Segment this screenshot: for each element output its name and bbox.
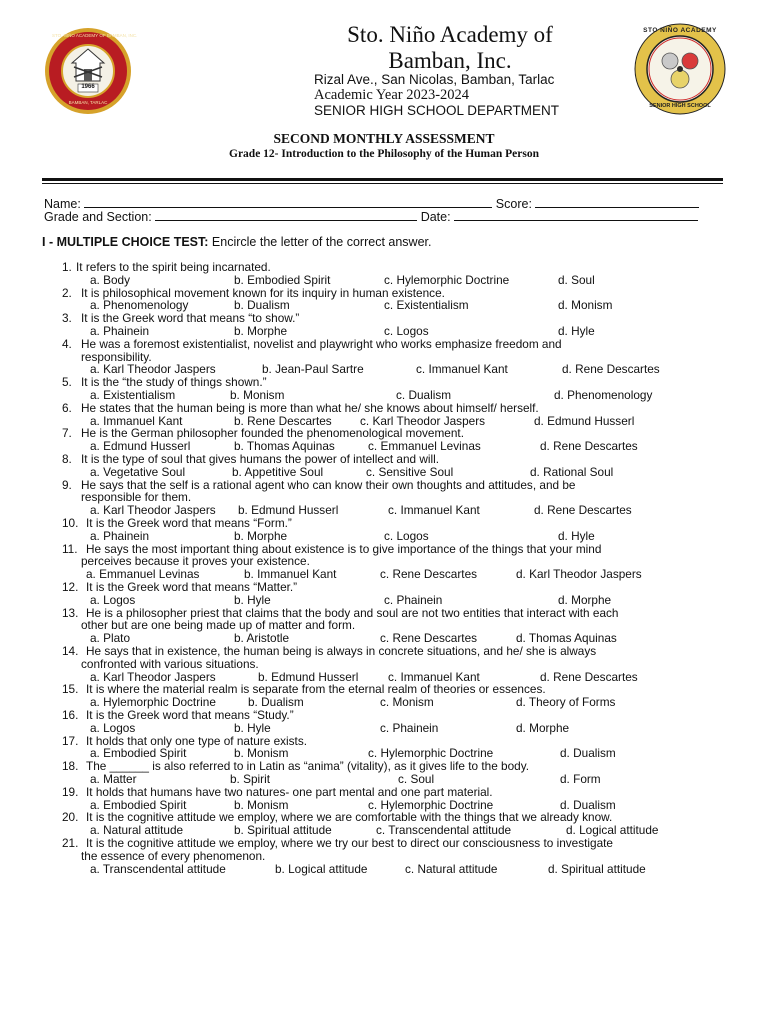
answer-option[interactable]: d. Logical attitude (566, 823, 659, 838)
answer-option[interactable]: b. Hyle (234, 720, 271, 735)
date-field[interactable] (454, 209, 698, 221)
answer-option[interactable]: d. Hyle (558, 528, 595, 543)
answer-option[interactable]: b. Immanuel Kant (244, 567, 337, 582)
grade-section-label: Grade and Section: (44, 210, 152, 224)
answer-option[interactable]: c. Hylemorphic Doctrine (368, 797, 494, 812)
answer-option[interactable]: b. Monism (230, 388, 285, 402)
question-text: 19. It holds that humans have two natures- one part mental and one part material. (62, 784, 493, 799)
question-number: 18. (62, 759, 79, 774)
answer-option[interactable]: a. Body (90, 272, 131, 287)
answer-option[interactable]: d. Dualism (560, 746, 616, 761)
question-text: 8. It is the type of soul that gives humans the power of intellect and will. (62, 452, 440, 466)
answer-option[interactable]: b. Rene Descartes (234, 413, 332, 428)
question-number: 9. (62, 477, 72, 492)
question-text: 7. He is the German philosopher founded the phenomenological movement. (62, 426, 464, 441)
answer-option[interactable]: a. Embodied Spirit (90, 746, 187, 761)
answer-option[interactable]: b. Morphe (234, 324, 288, 338)
answer-option[interactable]: a. Immanuel Kant (90, 413, 183, 428)
question-number: 20. (62, 810, 79, 825)
instructions-text: Encircle the letter of the correct answer. (211, 235, 432, 249)
answer-option[interactable]: c. Hylemorphic Doctrine (368, 746, 494, 761)
answer-option[interactable]: c. Immanuel Kant (416, 362, 508, 377)
question-number: 19. (62, 784, 79, 799)
answer-option[interactable]: c. Hylemorphic Doctrine (384, 272, 510, 287)
answer-option[interactable]: a. Emmanuel Levinas (86, 567, 200, 582)
divider-thick (42, 178, 723, 181)
answer-option[interactable]: c. Immanuel Kant (388, 669, 480, 684)
right-seal-bottom: SENIOR HIGH SCHOOL (649, 103, 711, 109)
question-text: 1. It refers to the spirit being incarnated. (62, 260, 271, 274)
answer-option[interactable]: d. Rene Descartes (562, 362, 660, 377)
score-label: Score: (495, 197, 532, 211)
answer-option[interactable]: c. Emmanuel Levinas (368, 439, 481, 454)
name-label: Name: (44, 197, 81, 211)
answer-option[interactable]: c. Rene Descartes (380, 567, 478, 582)
date-label: Date: (420, 210, 451, 224)
school-name-line1: Sto. Niño Academy of (347, 22, 553, 47)
question-number: 8. (62, 452, 72, 466)
question-number: 2. (62, 285, 72, 300)
answer-option[interactable]: b. Embodied Spirit (234, 272, 331, 287)
answer-option[interactable]: d. Karl Theodor Jaspers (516, 567, 642, 582)
answer-option[interactable]: a. Vegetative Soul (90, 464, 186, 479)
answer-option[interactable]: c. Immanuel Kant (388, 503, 480, 518)
school-seal-icon (44, 27, 138, 115)
question-text: 20. It is the cognitive attitude we employ, where we are comfortable with the things that we already know. (62, 810, 613, 825)
question-text: 12. It is the Greek word that means “Matter.” (62, 580, 298, 594)
answer-option[interactable]: b. Logical attitude (275, 861, 368, 876)
divider-thin (42, 183, 723, 184)
question-number: 13. (62, 605, 79, 620)
question-text: 16. It is the Greek word that means “Study.” (62, 708, 294, 722)
answer-option[interactable]: a. Karl Theodor Jaspers (90, 362, 216, 377)
score-field[interactable] (535, 196, 699, 208)
answer-option[interactable]: c. Soul (398, 772, 435, 786)
left-seal-bottom: BAMBAN, TARLAC (68, 100, 108, 105)
question-number: 10. (62, 516, 79, 530)
question-number: 12. (62, 580, 79, 594)
answer-option[interactable]: c. Transcendental attitude (376, 823, 512, 838)
answer-option[interactable]: a. Karl Theodor Jaspers (90, 503, 216, 518)
answer-option[interactable]: d. Morphe (558, 592, 612, 607)
answer-option[interactable]: b. Monism (234, 746, 289, 761)
answer-option[interactable]: a. Karl Theodor Jaspers (90, 669, 216, 684)
answer-option[interactable]: b. Dualism (248, 695, 304, 710)
question-number: 6. (62, 400, 72, 415)
answer-option[interactable]: b. Edmund Husserl (238, 503, 339, 518)
answer-option[interactable]: a. Plato (90, 631, 131, 646)
answer-option[interactable]: d. Form (560, 772, 601, 786)
answer-option[interactable]: a. Embodied Spirit (90, 797, 187, 812)
answer-option[interactable]: c. Monism (380, 695, 434, 710)
answer-option[interactable]: b. Appetitive Soul (232, 464, 324, 479)
question-text: 3. It is the Greek word that means “to show.” (62, 311, 300, 326)
question-text: responsible for them. (81, 490, 192, 505)
question-text: 10. It is the Greek word that means “Form.” (62, 516, 292, 530)
left-seal-year: 1966 (81, 84, 95, 90)
answer-option[interactable]: a. Phainein (90, 324, 150, 338)
answer-option[interactable]: c. Phainein (384, 592, 443, 607)
answer-option[interactable]: b. Spiritual attitude (234, 823, 332, 838)
answer-option[interactable]: a. Matter (90, 772, 137, 786)
answer-option[interactable]: d. Rene Descartes (540, 439, 638, 454)
question-text: the essence of every phenomenon. (81, 848, 266, 863)
left-seal-text: STO. NIÑO ACADEMY OF BAMBAN, INC. (52, 33, 138, 38)
answer-option[interactable]: c. Dualism (396, 388, 452, 402)
answer-option[interactable]: a. Logos (90, 720, 136, 735)
answer-option[interactable]: c. Logos (384, 324, 429, 338)
assessment-subtitle: Grade 12- Introduction to the Philosophy of the Human Person (229, 148, 539, 160)
question-text: 13. He is a philosopher priest that claims that the body and soul are not two entities that interact with each (62, 605, 619, 620)
answer-option[interactable]: c. Existentialism (384, 298, 469, 313)
answer-option[interactable]: c. Natural attitude (405, 861, 498, 876)
grade-row (44, 209, 698, 224)
question-text: confronted with various situations. (81, 656, 259, 671)
question-text: perceives because it proves your existence. (81, 554, 310, 569)
answer-option[interactable]: b. Morphe (234, 528, 288, 543)
answer-option[interactable]: d. Morphe (516, 720, 570, 735)
answer-option[interactable]: d. Soul (558, 272, 595, 287)
answer-option[interactable]: a. Transcendental attitude (90, 861, 226, 876)
question-number: 7. (62, 426, 72, 441)
question-number: 11. (62, 541, 78, 556)
question-text: 5. It is the “the study of things shown.” (62, 375, 267, 390)
question-number: 5. (62, 375, 72, 390)
question-number: 1. (62, 260, 72, 274)
answer-option[interactable]: d. Phenomenology (554, 388, 653, 402)
right-seal-text: STO NIÑO ACADEMY (643, 27, 717, 34)
answer-option[interactable]: a. Phenomenology (90, 298, 189, 313)
question-text: 15. It is where the material realm is separate from the eternal realm of theories or essences. (62, 682, 546, 697)
answer-option[interactable]: d. Rene Descartes (540, 669, 638, 684)
question-number: 14. (62, 644, 79, 658)
answer-option[interactable]: b. Edmund Husserl (258, 669, 359, 684)
school-name-line2: Bamban, Inc. (388, 48, 512, 73)
question-text: other but are one being made up of matter and form. (81, 618, 356, 633)
answer-option[interactable]: c. Logos (384, 528, 429, 543)
answer-option[interactable]: d. Edmund Husserl (534, 413, 635, 428)
assessment-title: SECOND MONTHLY ASSESSMENT (273, 131, 495, 146)
answer-option[interactable]: a. Existentialism (90, 388, 176, 402)
question-number: 4. (62, 336, 72, 351)
shs-seal-icon (634, 23, 726, 115)
answer-option[interactable]: b. Spirit (230, 772, 270, 786)
answer-option[interactable]: b. Dualism (234, 298, 290, 313)
question-number: 15. (62, 682, 79, 697)
question-number: 21. (62, 836, 79, 850)
question-text: 9. He says that the self is a rational agent who can know their own thoughts and attitudes, and be (62, 477, 576, 492)
answer-option[interactable]: a. Hylemorphic Doctrine (90, 695, 216, 710)
question-text: responsibility. (81, 349, 152, 364)
instructions (42, 235, 431, 249)
department: SENIOR HIGH SCHOOL DEPARTMENT (314, 103, 560, 118)
question-number: 16. (62, 708, 79, 722)
question-number: 3. (62, 311, 72, 326)
answer-option[interactable]: c. Sensitive Soul (366, 464, 454, 479)
answer-option[interactable]: d. Hyle (558, 324, 595, 338)
school-address: Rizal Ave., San Nicolas, Bamban, Tarlac (314, 72, 555, 87)
answer-option[interactable]: a. Natural attitude (90, 823, 184, 838)
academic-year: Academic Year 2023-2024 (314, 87, 470, 103)
question-number: 17. (62, 733, 79, 748)
question-text: 11. He says the most important thing about existence is to give importance of the things that your mind (62, 541, 602, 556)
question-text: 18. The ______ is also referred to in Latin as “anima” (vitality), as it gives life to the body. (62, 759, 530, 774)
answer-option[interactable]: d. Spiritual attitude (548, 861, 646, 876)
question-text: 4. He was a foremost existentialist, novelist and playwright who works emphasize freedom and (62, 336, 562, 351)
school-name (300, 22, 600, 74)
question-text: 17. It holds that only one type of nature exists. (62, 733, 307, 748)
answer-option[interactable]: c. Rene Descartes (380, 631, 478, 646)
answer-option[interactable]: d. Thomas Aquinas (516, 631, 617, 646)
question-text: 2. It is philosophical movement known for its inquiry in human existence. (62, 285, 445, 300)
answer-option[interactable]: d. Theory of Forms (516, 695, 616, 710)
answer-option[interactable]: d. Rene Descartes (534, 503, 632, 518)
answer-option[interactable]: b. Monism (234, 797, 289, 812)
grade-section-field[interactable] (155, 209, 417, 221)
answer-option[interactable]: a. Phainein (90, 528, 150, 543)
answer-option[interactable]: a. Logos (90, 592, 136, 607)
answer-option[interactable]: b. Hyle (234, 592, 271, 607)
answer-option[interactable]: c. Karl Theodor Jaspers (360, 413, 486, 428)
answer-option[interactable]: d. Dualism (560, 797, 616, 812)
question-text: 6. He states that the human being is more than what he/ she knows about himself/ herself. (62, 400, 539, 415)
answer-option[interactable]: b. Aristotle (234, 631, 290, 646)
answer-option[interactable]: b. Thomas Aquinas (234, 439, 335, 454)
answer-option[interactable]: a. Edmund Husserl (90, 439, 191, 454)
answer-option[interactable]: d. Rational Soul (530, 464, 614, 479)
name-field[interactable] (84, 196, 492, 208)
question-text: 21. It is the cognitive attitude we employ, where we try our best to direct our consciousness to investigate (62, 836, 613, 850)
question-text: 14. He says that in existence, the human being is always in concrete situations, and he/ she is always (62, 644, 597, 658)
answer-option[interactable]: d. Monism (558, 298, 613, 313)
answer-option[interactable]: c. Phainein (380, 720, 439, 735)
answer-option[interactable]: b. Jean-Paul Sartre (262, 362, 364, 377)
section-label: I - MULTIPLE CHOICE TEST: (42, 235, 209, 249)
